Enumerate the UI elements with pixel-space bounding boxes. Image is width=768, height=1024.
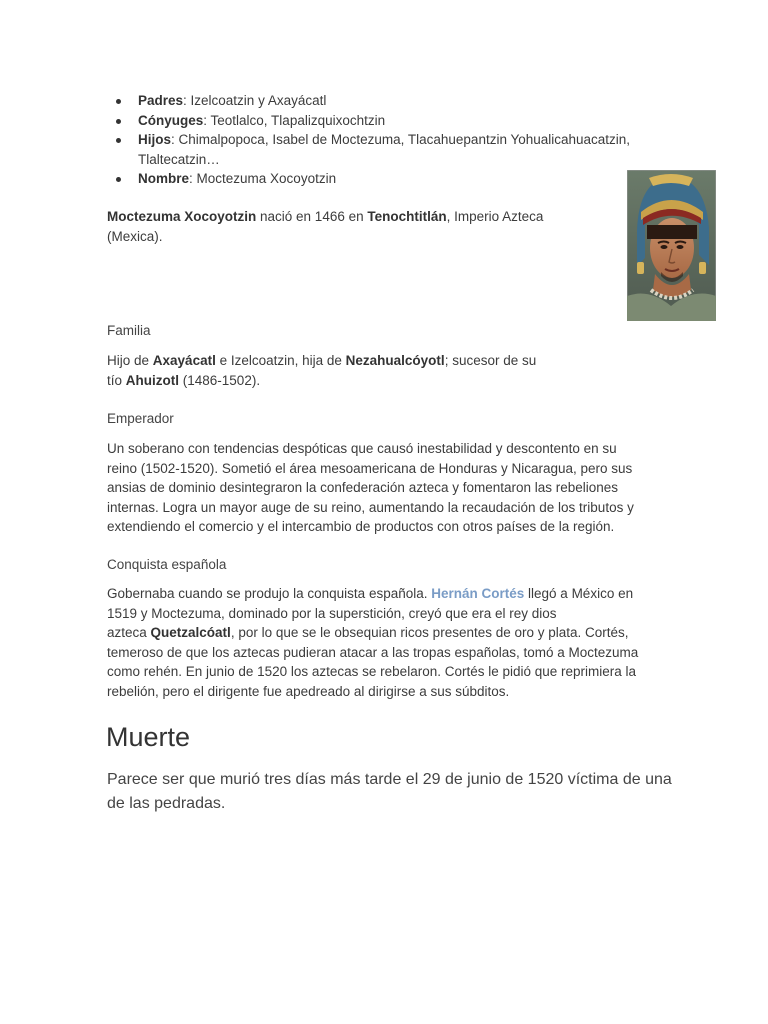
list-item: Cónyuges: Teotlalco, Tlapalizquixochtzin: [107, 111, 667, 131]
conquista-paragraph: Gobernaba cuando se produjo la conquista española. Hernán Cortés llegó a México en 1519 y Moctezuma, dominado por la superstición, creyó que era el rey dios azteca Quetzalcóatl, por lo que se le obsequian ricos presentes de oro y plata. Cortés, temeroso de que los aztecas pudieran atacar a las tropas españolas, tomó a Moctezuma como rehén. En junio de 1520 los aztecas se rebelaron. Cortés le pidió que reprimiera la rebelión, pero el dirigente fue apedreado al dirigirse a sus súbditos.: [107, 586, 639, 699]
section-heading-familia: Familia: [107, 323, 151, 338]
moctezuma-portrait-image: [627, 170, 716, 321]
section-heading-muerte: Muerte: [106, 722, 191, 752]
list-item: Hijos: Chimalpopoca, Isabel de Moctezuma, Tlacahuepantzin Yohualicahuacatzin, Tlaltecatzin…: [107, 130, 667, 169]
hernan-cortes-link[interactable]: Hernán Cortés: [431, 586, 525, 601]
familia-paragraph: Hijo de Axayácatl e Izelcoatzin, hija de Nezahualcóyotl; sucesor de su tío Ahuizotl (1486-1502).: [107, 353, 537, 388]
list-item: Padres: Izelcoatzin y Axayácatl: [107, 91, 667, 111]
intro-paragraph: Moctezuma Xocoyotzin nació en 1466 en Tenochtitlán, Imperio Azteca (Mexica).: [107, 209, 544, 244]
facts-list: [107, 91, 667, 189]
emperador-paragraph: Un soberano con tendencias despóticas que causó inestabilidad y descontento en su reino (1502-1520). Sometió el área mesoamericana de Honduras y Nicaragua, pero sus ansias de dominio desintegraron la confederación azteca y fomentaron las rebeliones internas. Logra un mayor auge de su reino, aumentando la recaudación de los tributos y extendiendo el comercio y el intercambio de productos con otros países de la región.: [107, 441, 634, 534]
section-heading-conquista: Conquista española: [107, 557, 227, 572]
section-heading-emperador: Emperador: [107, 411, 174, 426]
list-item: Nombre: Moctezuma Xocoyotzin: [107, 169, 667, 189]
muerte-paragraph: Parece ser que murió tres días más tarde el 29 de junio de 1520 víctima de una de las pedradas.: [107, 771, 672, 812]
